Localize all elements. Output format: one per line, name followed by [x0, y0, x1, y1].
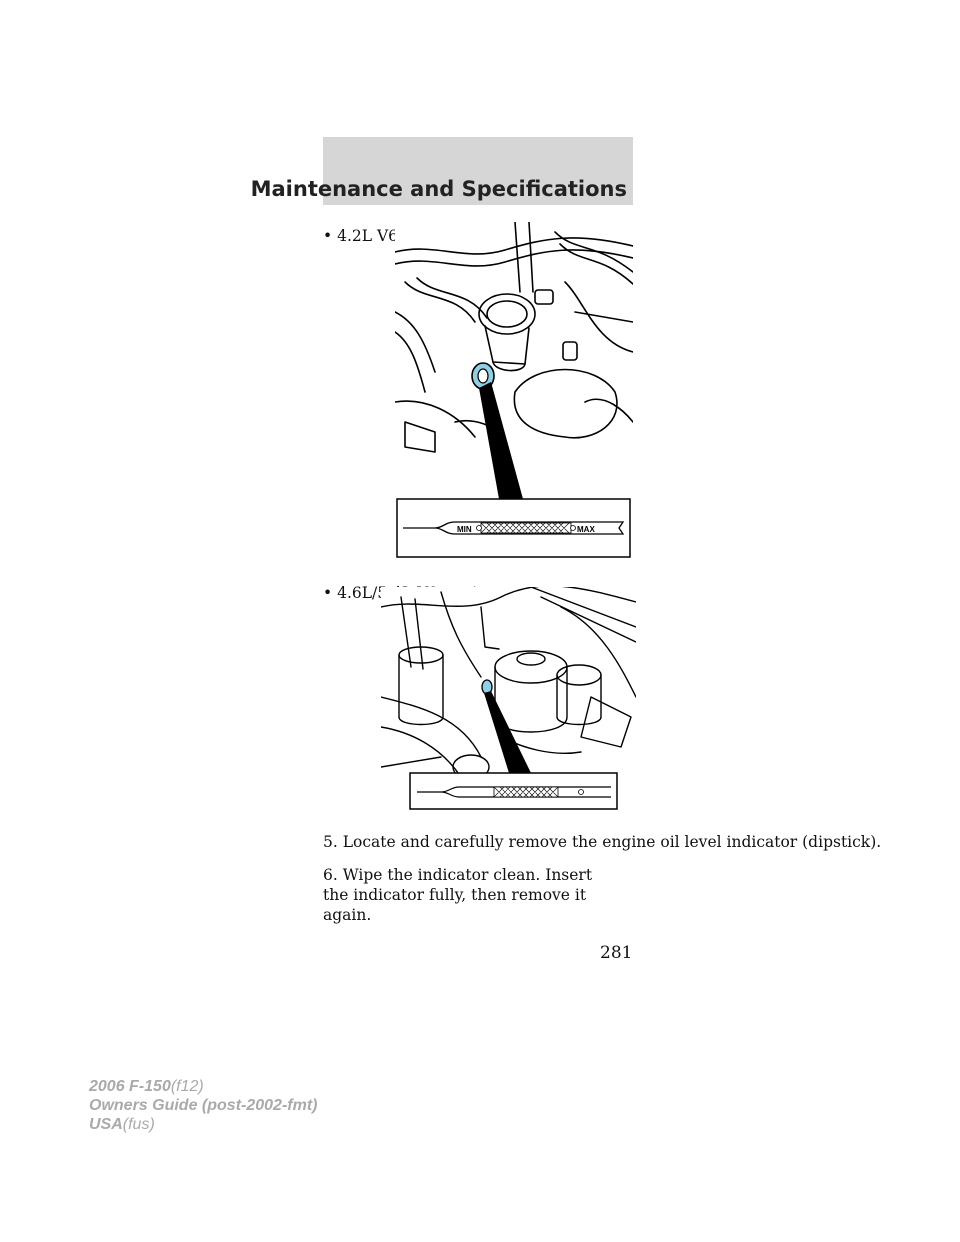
footer-guide: Owners Guide (post-2002-fmt): [89, 1097, 318, 1114]
footer-market: USA: [89, 1116, 123, 1133]
document-footer: [89, 1077, 317, 1134]
bullet-mark: •: [323, 227, 333, 245]
dipstick-max-label: MAX: [577, 525, 595, 534]
step-6: 6. Wipe the indicator clean. Insert the indicator fully, then remove it again.: [323, 866, 593, 924]
section-header-band: [250, 137, 633, 205]
footer-line-3: [89, 1115, 317, 1134]
footer-model: 2006 F-150: [89, 1078, 171, 1095]
section-title: Maintenance and Specifications: [250, 177, 627, 201]
v8-engine-illustration: [381, 587, 636, 811]
dipstick-min-label: MIN: [457, 525, 472, 534]
footer-model-code: (f12): [170, 1078, 204, 1095]
bullet-mark: •: [323, 584, 333, 602]
bullet-text: 4.2L V6 engine: [337, 227, 457, 245]
step-5: 5. Locate and carefully remove the engine oil level indicator (dipstick).: [323, 833, 882, 851]
footer-line-2: [89, 1096, 317, 1115]
footer-line-1: [89, 1077, 317, 1096]
page-number: 281: [600, 943, 633, 963]
v6-engine-illustration: [395, 222, 633, 560]
footer-market-code: (fus): [122, 1116, 155, 1133]
bullet-text: 4.6L/5.4L V8 engine: [337, 584, 497, 602]
